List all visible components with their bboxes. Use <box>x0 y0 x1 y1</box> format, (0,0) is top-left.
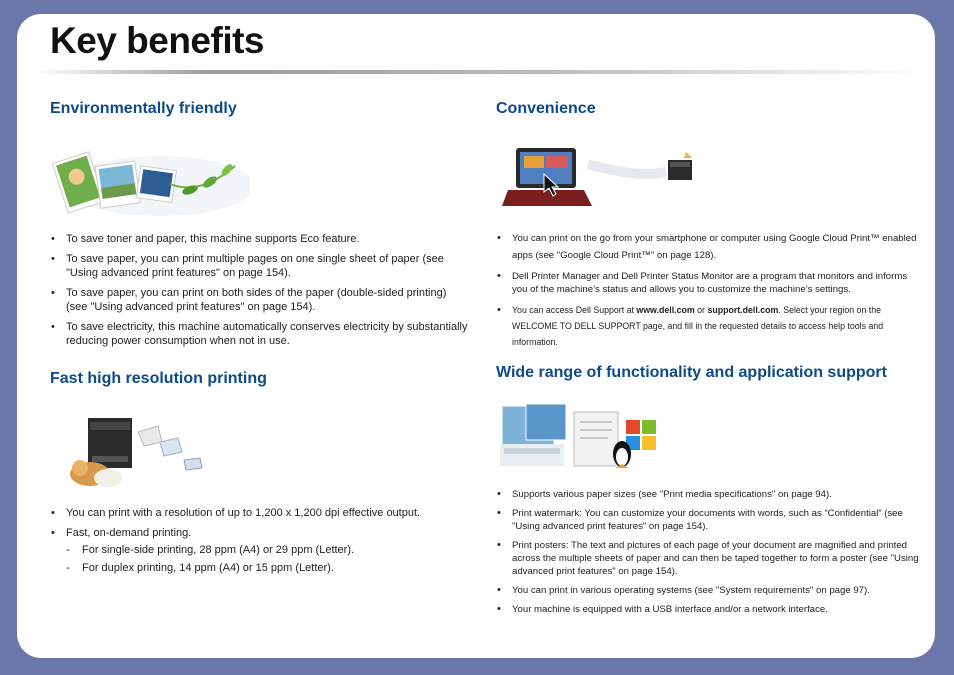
convenience-illustration <box>496 144 716 220</box>
dell-link[interactable]: www.dell.com <box>636 305 695 315</box>
list-item: • Dell Printer Manager and Dell Printer Status Monitor are a program that monitors and informs you of the machine’s status and allows you to customize the machine’s settings. <box>496 270 921 296</box>
laptop-printer-image <box>496 144 716 220</box>
list-item <box>50 526 470 575</box>
title-divider <box>33 70 923 74</box>
printer-puppies-image <box>50 412 220 492</box>
list-item-text: Fast, on-demand printing. <box>66 527 192 539</box>
fast-printing-list <box>50 506 470 575</box>
printer-illustration <box>50 412 220 492</box>
list-item <box>496 302 921 350</box>
list-item: • Supports various paper sizes (see "Print media specifications" on page 94). <box>496 488 921 501</box>
list-item: • You can print with a resolution of up to 1,200 x 1,200 dpi effective output. <box>50 506 470 520</box>
speed-sublist <box>66 543 470 575</box>
list-item: • To save paper, you can print on both sides of the paper (double-sided printing) (see "Using advanced print features" on page 154). <box>50 286 470 314</box>
list-item: • To save toner and paper, this machine supports Eco feature. <box>50 232 470 246</box>
list-item: • Print posters: The text and pictures of each page of your document are magnified and printed across the multiple sheets of paper and can then be taped together to form a poster (see "Using advanced print features" on page 154). <box>496 539 921 578</box>
convenience-list <box>496 230 921 350</box>
sub-list-item: - For single-side printing, 28 ppm (A4) or 29 ppm (Letter). <box>66 543 470 557</box>
support-text-mid: or <box>694 305 708 315</box>
right-column <box>496 100 921 622</box>
list-item: • Print watermark: You can customize your documents with words, such as “Confidential” (see "Using advanced print features" on page 154). <box>496 507 921 533</box>
left-column <box>50 100 470 581</box>
sub-list-item: - For duplex printing, 14 ppm (A4) or 15 ppm (Letter). <box>66 561 470 575</box>
support-text-pre: You can access Dell Support at <box>512 305 637 315</box>
eco-illustration <box>50 146 250 220</box>
section-heading-wide-range: Wide range of functionality and application support <box>496 364 887 381</box>
list-item: • To save electricity, this machine automatically conserves electricity by substantially reducing power consumption when not in use. <box>50 320 470 348</box>
dell-support-link[interactable]: support.dell.com <box>707 305 779 315</box>
list-item: • You can print in various operating systems (see "System requirements" on page 97). <box>496 584 921 597</box>
papers-os-image <box>496 402 666 478</box>
page-title: Key benefits <box>50 20 265 61</box>
section-heading-fast-printing: Fast high resolution printing <box>50 370 267 387</box>
functionality-list <box>496 488 921 616</box>
list-item: • To save paper, you can print multiple pages on one single sheet of paper (see "Using advanced print features" on page 154). <box>50 252 470 280</box>
section-heading-convenience: Convenience <box>496 100 596 117</box>
eco-photos-leaves-image <box>50 146 250 220</box>
list-item: • Your machine is equipped with a USB interface and/or a network interface. <box>496 603 921 616</box>
environment-list <box>50 232 470 348</box>
section-heading-environment: Environmentally friendly <box>50 100 237 117</box>
functionality-illustration <box>496 402 666 478</box>
list-item: • You can print on the go from your smartphone or computer using Google Cloud Print™ enabled apps (see "Google Cloud Print™" on page 128). <box>496 230 921 264</box>
page <box>17 14 935 658</box>
support-text-post: . Select your region on the WELCOME TO DELL SUPPORT page, and fill in the requested details to access help tools and information. <box>512 305 884 347</box>
